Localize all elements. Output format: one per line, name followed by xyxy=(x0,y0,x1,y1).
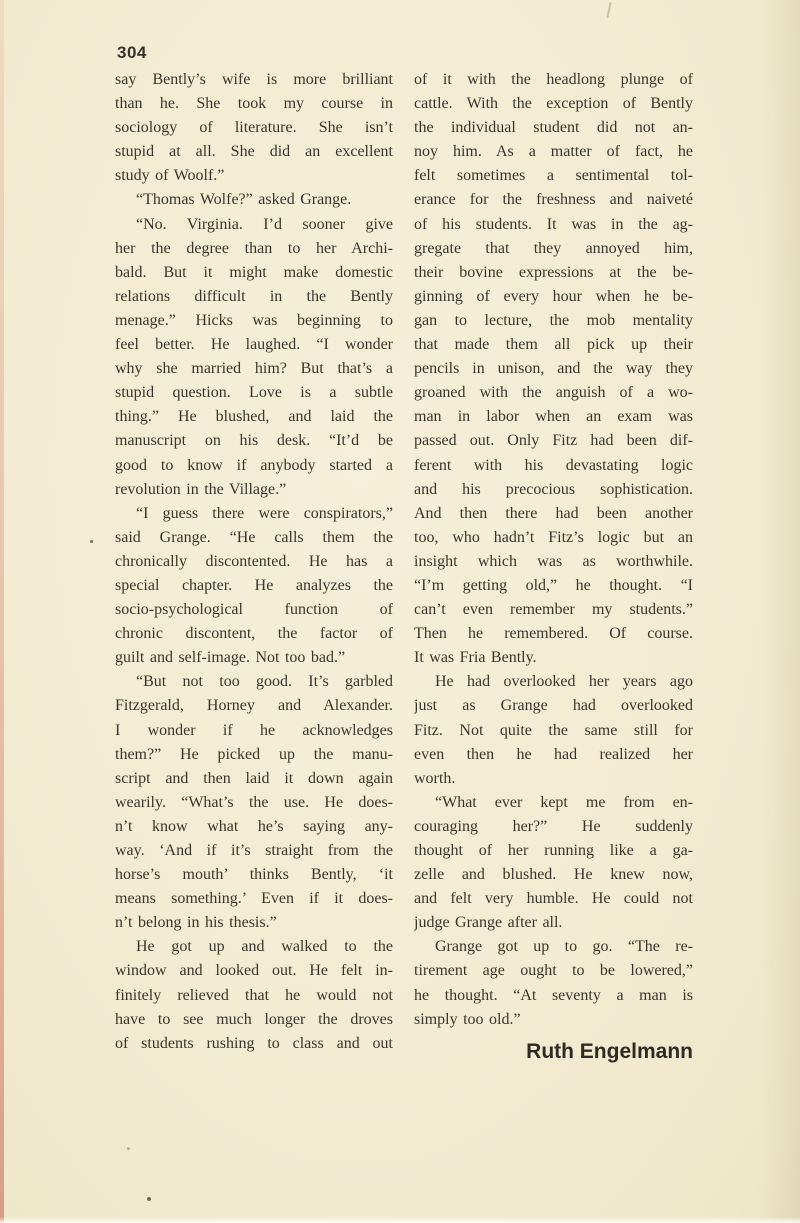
text-line: groaned with the anguish of a wo- xyxy=(414,384,693,402)
text-line: the individual student did not an- xyxy=(414,119,693,137)
text-line: gan to lecture, the mob mentality xyxy=(414,311,693,329)
text-line: special chapter. He analyzes the xyxy=(115,576,393,594)
text-line: I wonder if he acknowledges xyxy=(115,721,393,739)
text-line: of students rushing to class and out xyxy=(115,1034,393,1052)
author-signature: Ruth Engelmann xyxy=(526,1039,693,1063)
text-line: And then there had been another xyxy=(414,504,693,522)
text-line: he thought. “At seventy a man is xyxy=(414,986,693,1004)
text-line: Then he remembered. Of course. xyxy=(414,625,693,643)
text-line: have to see much longer the droves xyxy=(115,1010,393,1028)
paragraph xyxy=(115,502,393,671)
text-line: bald. But it might make domestic xyxy=(115,263,393,281)
text-line: thing.” He blushed, and laid the xyxy=(115,408,393,426)
scan-edge-left xyxy=(0,0,4,1223)
text-line: Fitz. Not quite the same still for xyxy=(414,721,693,739)
paragraph xyxy=(414,935,693,1031)
text-line: even then he had realized her xyxy=(414,745,693,763)
text-line: worth. xyxy=(414,769,456,787)
text-line: judge Grange after all. xyxy=(414,914,563,932)
text-line: passed out. Only Fitz had been dif- xyxy=(414,432,693,450)
paragraph xyxy=(115,670,393,935)
text-line: stupid question. Love is a subtle xyxy=(115,384,393,402)
text-line: wearily. “What’s the use. He does- xyxy=(115,793,393,811)
text-line: way. ‘And if it’s straight from the xyxy=(115,842,393,859)
text-line: of it with the headlong plunge of xyxy=(414,71,693,88)
text-line: “No. Virginia. I’d sooner give xyxy=(136,215,393,233)
text-line: n’t know what he’s saying any- xyxy=(115,817,393,835)
text-line: chronic discontent, the factor of xyxy=(115,625,393,643)
text-line: ferent with his devastating logic xyxy=(414,456,693,474)
scan-artifact-mark xyxy=(606,2,611,18)
text-line: Fitzgerald, Horney and Alexander. xyxy=(115,697,393,715)
page-number: 304 xyxy=(117,43,147,62)
text-line: socio-psychological function of xyxy=(115,601,393,619)
text-column-right xyxy=(414,68,693,1064)
scan-artifact-dot xyxy=(147,1197,151,1201)
text-line: felt sometimes a sentimental tol- xyxy=(414,167,693,185)
text-line: menage.” Hicks was beginning to xyxy=(115,311,393,329)
text-line: window and looked out. He felt in- xyxy=(115,962,393,980)
scan-edge-bottom xyxy=(0,1217,800,1223)
text-line: and his precocious sophistication. xyxy=(414,480,693,498)
text-line: ginning of every hour when he be- xyxy=(414,287,693,305)
text-line: means something.’ Even if it does- xyxy=(115,890,393,908)
text-line: “I guess there were conspirators,” xyxy=(136,504,393,522)
text-line: gregate that they annoyed him, xyxy=(414,239,693,257)
text-line: manuscript on his desk. “It’d be xyxy=(115,432,393,450)
text-column-left xyxy=(115,68,393,1056)
text-line: insight which was as worthwhile. xyxy=(414,552,693,570)
text-line: and felt very humble. He could not xyxy=(414,890,693,908)
text-line: than he. She took my course in xyxy=(115,95,393,113)
text-line: why she married him? But that’s a xyxy=(115,360,393,378)
text-line: relations difficult in the Bently xyxy=(115,287,393,305)
text-line: their bovine expressions at the be- xyxy=(414,263,693,281)
text-line: simply too old.” xyxy=(414,1010,521,1028)
text-line: them?” He picked up the manu- xyxy=(115,745,393,763)
text-line: erance for the freshness and naiveté xyxy=(414,191,693,209)
paragraph xyxy=(115,935,393,1055)
text-line: He had overlooked her years ago xyxy=(435,673,693,691)
text-line: “But not too good. It’s garbled xyxy=(136,673,393,691)
text-line: pencils in unison, and the way they xyxy=(414,360,693,378)
text-line: good to know if anybody started a xyxy=(115,456,393,474)
paragraph xyxy=(414,791,693,936)
text-line: feel better. He laughed. “I wonder xyxy=(115,336,393,354)
text-line: too, who hadn’t Fitz’s logic but an xyxy=(414,528,693,546)
text-line: finitely relieved that he would not xyxy=(115,986,393,1004)
text-line: that made them all pick up their xyxy=(414,336,693,354)
text-line: “Thomas Wolfe?” asked Grange. xyxy=(136,191,352,209)
text-line: couraging her?” He suddenly xyxy=(414,817,693,835)
text-line: man in labor when an exam was xyxy=(414,408,693,426)
text-line: guilt and self-image. Not too bad.” xyxy=(115,649,346,667)
text-line: her the degree than to her Archi- xyxy=(115,239,393,257)
text-line: revolution in the Village.” xyxy=(115,480,287,498)
text-line: of his students. It was in the ag- xyxy=(414,215,693,233)
text-line: noy him. As a matter of fact, he xyxy=(414,143,693,161)
text-line: script and then laid it down again xyxy=(115,769,393,787)
text-line: stupid at all. She did an excellent xyxy=(115,143,393,161)
text-line: tirement age ought to be lowered,” xyxy=(414,962,693,980)
text-line: study of Woolf.” xyxy=(115,167,225,185)
text-line: He got up and walked to the xyxy=(136,938,393,956)
text-line: cattle. With the exception of Bently xyxy=(414,95,693,113)
text-line: can’t even remember my students.” xyxy=(414,601,693,619)
scan-artifact-dot xyxy=(127,1147,130,1150)
text-line: chronically discontented. He has a xyxy=(115,552,393,570)
paragraph xyxy=(115,213,393,502)
paragraph xyxy=(115,68,393,188)
paragraph xyxy=(414,68,693,670)
text-line: zelle and blushed. He knew now, xyxy=(414,866,693,884)
text-line: “I’m getting old,” he thought. “I xyxy=(414,576,693,594)
text-line: It was Fria Bently. xyxy=(414,649,537,667)
text-line: sociology of literature. She isn’t xyxy=(115,119,393,137)
paragraph xyxy=(414,670,693,790)
text-line: thought of her running like a ga- xyxy=(414,842,693,859)
scan-artifact-dot xyxy=(90,540,93,543)
text-line: said Grange. “He calls them the xyxy=(115,528,393,546)
scan-edge-right-shade xyxy=(760,0,800,1223)
text-line: just as Grange had overlooked xyxy=(414,697,693,715)
text-line: say Bently’s wife is more brilliant xyxy=(115,71,393,88)
paragraph xyxy=(115,188,393,212)
text-line: “What ever kept me from en- xyxy=(435,793,693,811)
text-line: horse’s mouth’ thinks Bently, ‘it xyxy=(115,866,393,884)
text-line: Grange got up to go. “The re- xyxy=(435,938,693,956)
text-line: n’t belong in his thesis.” xyxy=(115,914,277,932)
